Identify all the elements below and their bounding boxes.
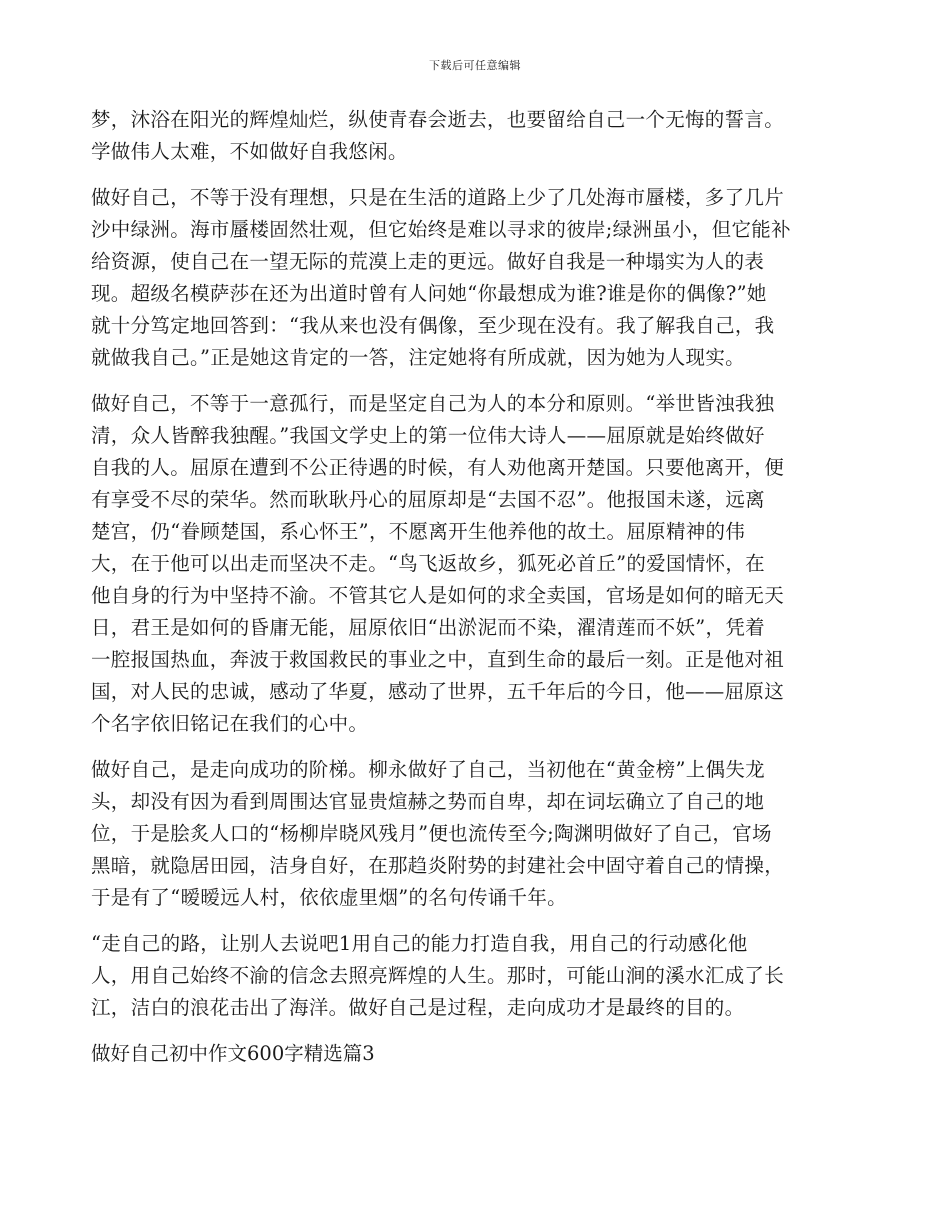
document-body	[91, 104, 866, 1070]
text-line: 位，于是脍炙人口的“杨柳岸晓风残月”便也流传至今;陶渊明做好了自己，官场	[91, 822, 772, 845]
text-line: “走自己的路，让别人去说吧1用自己的能力打造自我，用自己的行动感化他	[91, 932, 748, 955]
text-line: 个名字依旧铭记在我们的心中。	[91, 712, 369, 735]
text-line: 沙中绿洲。海市蜃楼固然壮观，但它始终是难以寻求的彼岸;绿洲虽小，但它能补	[91, 218, 791, 241]
paragraph-2	[91, 182, 866, 374]
text-line: 清，众人皆醉我独醒。”我国文学史上的第一位伟大诗人——屈原就是始终做好	[91, 424, 765, 447]
paragraph-3	[91, 388, 866, 740]
text-line: 于是有了“暧暧远人村，依依虚里烟”的名句传诵千年。	[91, 886, 567, 909]
paragraph-5	[91, 928, 866, 1024]
text-line: 一腔报国热血，奔波于救国救民的事业之中，直到生命的最后一刻。正是他对祖	[91, 648, 785, 671]
text-line: 梦，沐浴在阳光的辉煌灿烂，纵使青春会逝去，也要留给自己一个无悔的誓言。	[91, 108, 785, 131]
text-line: 江，洁白的浪花击出了海洋。做好自己是过程，走向成功才是最终的目的。	[91, 996, 745, 1019]
text-line: 就做我自己。”正是她这肯定的一答，注定她将有所成就，因为她为人现实。	[91, 346, 745, 369]
text-line: 楚宫，仍“眷顾楚国，系心怀王”，不愿离开生他养他的故土。屈原精神的伟	[91, 520, 746, 543]
paragraph-4	[91, 754, 866, 914]
page-header: 下载后可任意编辑	[429, 59, 521, 72]
section-heading: 做好自己初中作文600字精选篇3	[91, 1042, 375, 1065]
text-line: 他自身的行为中坚持不渝。不管其它人是如何的求全卖国，官场是如何的暗无天	[91, 584, 785, 607]
text-line: 现。超级名模萨莎在还为出道时曾有人问她“你最想成为谁?谁是你的偶像?”她	[91, 282, 767, 305]
text-line: 有享受不尽的荣华。然而耿耿丹心的屈原却是“去国不忍”。他报国未遂，远离	[91, 488, 765, 511]
text-line: 学做伟人太难，不如做好自我悠闲。	[91, 140, 408, 163]
text-line: 国，对人民的忠诚，感动了华夏，感动了世界，五千年后的今日，他——屈原这	[91, 680, 785, 703]
paragraph-1	[91, 104, 866, 168]
text-line: 做好自己，不等于没有理想，只是在生活的道路上少了几处海市蜃楼，多了几片	[91, 186, 785, 209]
text-line: 就十分笃定地回答到：“我从来也没有偶像，至少现在没有。我了解我自己，我	[91, 314, 775, 337]
text-line: 人，用自己始终不渝的信念去照亮辉煌的人生。那时，可能山涧的溪水汇成了长	[91, 964, 785, 987]
text-line: 做好自己，不等于一意孤行，而是坚定自己为人的本分和原则。“举世皆浊我独	[91, 392, 775, 415]
text-line: 做好自己，是走向成功的阶梯。柳永做好了自己，当初他在“黄金榜”上偶失龙	[91, 758, 765, 781]
text-line: 自我的人。屈原在遭到不公正待遇的时候，有人劝他离开楚国。只要他离开，便	[91, 456, 785, 479]
text-line: 日，君王是如何的昏庸无能，屈原依旧“出淤泥而不染，濯清莲而不妖”，凭着	[91, 616, 765, 639]
text-line: 给资源，使自己在一望无际的荒漠上走的更远。做好自我是一种塌实为人的表	[91, 250, 765, 273]
text-line: 头，却没有因为看到周围达官显贵煊赫之势而自卑，却在词坛确立了自己的地	[91, 790, 765, 813]
text-line: 黑暗，就隐居田园，洁身自好，在那趋炎附势的封建社会中固守着自己的情操，	[91, 854, 785, 877]
text-line: 大，在于他可以出走而坚决不走。“鸟飞返故乡，狐死必首丘”的爱国情怀，在	[91, 552, 765, 575]
